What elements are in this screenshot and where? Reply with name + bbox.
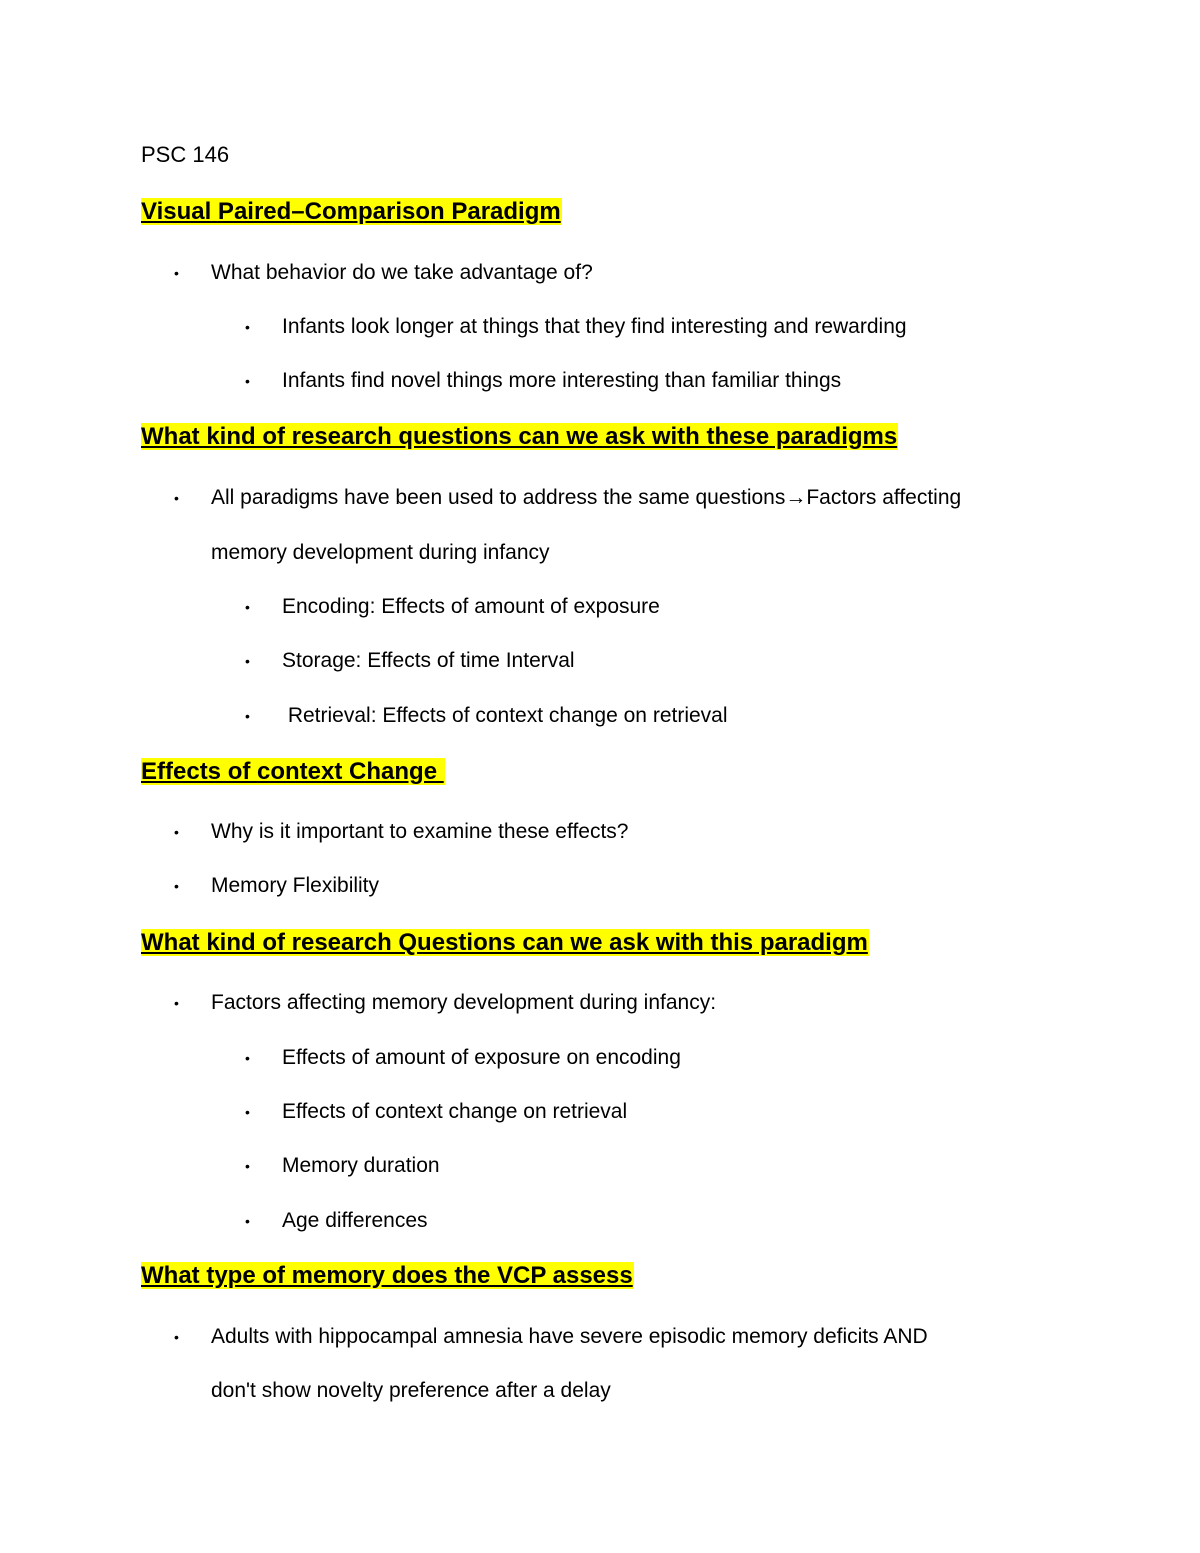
bullet-icon: • [174,878,179,894]
list-item: Encoding: Effects of amount of exposure [282,595,660,618]
course-title: PSC 146 [141,142,230,167]
bullet-icon: • [245,319,250,335]
bullet-icon: • [174,490,179,506]
section-heading [141,1261,634,1291]
section-heading [141,757,445,787]
list-item: Factors affecting memory development during infancy: [211,991,717,1014]
list-item: Retrieval: Effects of context change on retrieval [282,704,728,727]
highlighted-heading-text: What kind of research Questions can we ask with this paradigm [141,929,868,956]
section-heading [141,928,869,958]
list-item: Memory duration [282,1154,440,1177]
bullet-icon: • [245,1104,250,1120]
section-heading [141,422,898,452]
highlighted-heading-text: What kind of research questions can we ask with these paradigms [141,423,898,450]
highlighted-heading-text: Effects of context Change [141,758,444,785]
bullet-icon: • [174,1329,179,1345]
bullet-icon: • [174,265,179,281]
list-item: Adults with hippocampal amnesia have severe episodic memory deficits AND [211,1325,928,1348]
list-item: Effects of amount of exposure on encoding [282,1046,681,1069]
list-item: Why is it important to examine these effects? [211,820,629,843]
highlighted-heading-text: Visual Paired–Comparison Paradigm [141,198,561,225]
bullet-icon: • [174,995,179,1011]
bullet-icon: • [174,824,179,840]
bullet-icon: • [245,1050,250,1066]
list-item: All paradigms have been used to address the same questions→Factors affecting [211,486,962,509]
list-item: Effects of context change on retrieval [282,1100,628,1123]
bullet-icon: • [245,1213,250,1229]
bullet-icon: • [245,1158,250,1174]
bullet-icon: • [245,373,250,389]
list-item: Storage: Effects of time Interval [282,649,575,672]
highlighted-heading-text: What type of memory does the VCP assess [141,1262,633,1289]
list-item: Infants look longer at things that they find interesting and rewarding [282,315,907,338]
bullet-icon: • [245,599,250,615]
list-item: Infants find novel things more interesting than familiar things [282,369,842,392]
section-heading [141,197,562,227]
bullet-icon: • [245,708,250,724]
list-item-continuation: memory development during infancy [211,541,550,564]
bullet-icon: • [245,653,250,669]
list-item: Age differences [282,1209,428,1232]
list-item-continuation: don't show novelty preference after a delay [211,1379,611,1402]
list-item: Memory Flexibility [211,874,380,897]
list-item: What behavior do we take advantage of? [211,261,593,284]
